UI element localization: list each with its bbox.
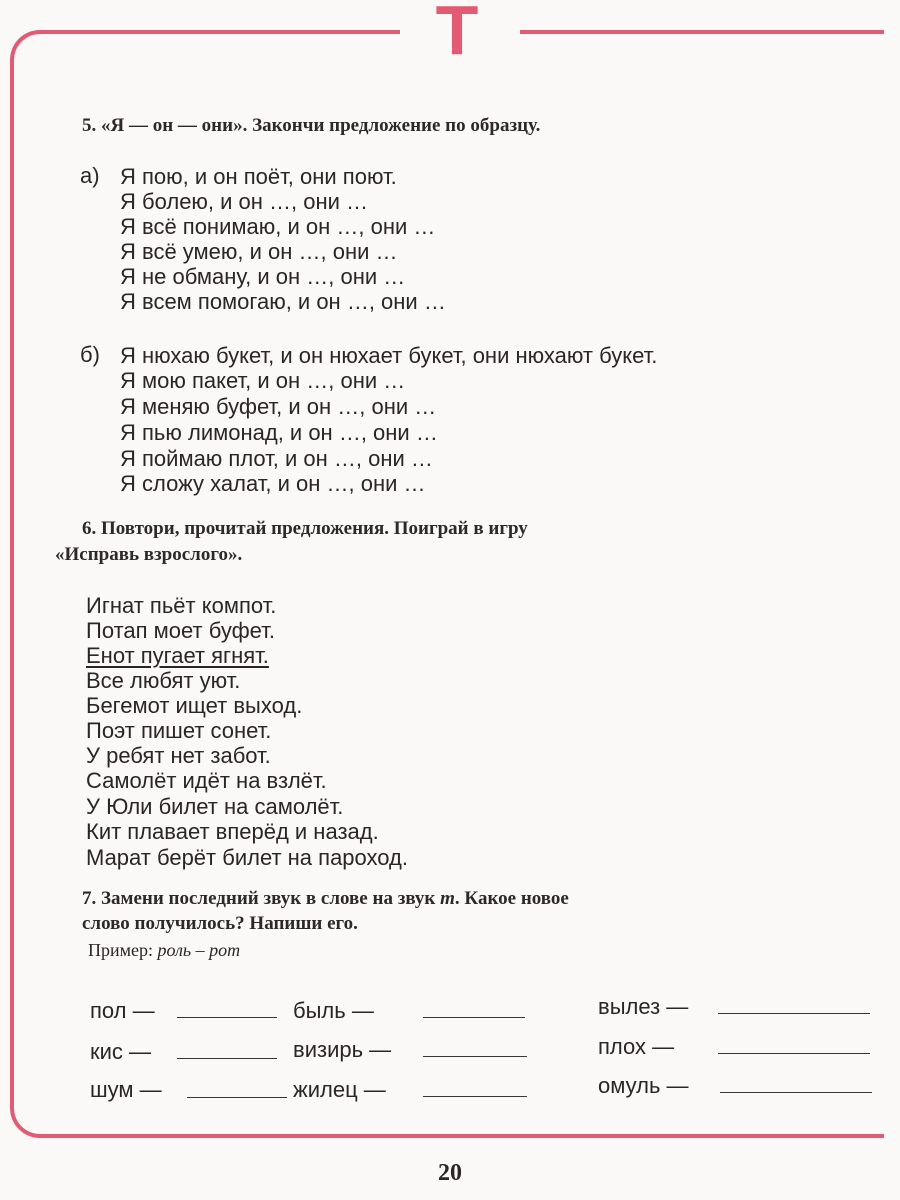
part-b-line: Я пью лимонад, и он …, они …	[120, 420, 438, 445]
part-a-line: Я всем помогаю, и он …, они …	[120, 289, 446, 314]
sentence: Марат берёт билет на пароход.	[86, 845, 408, 870]
letter-heading: Т	[435, 0, 479, 69]
task-7-title-line2: слово получилось? Напиши его.	[82, 913, 358, 934]
task-6-heading	[82, 518, 528, 540]
task-5-heading	[82, 115, 540, 137]
part-b-line: Я сложу халат, и он …, они …	[120, 471, 426, 496]
word-item: шум —	[90, 1077, 162, 1102]
task-7-number: 7.	[82, 888, 97, 909]
sentence: Игнат пьёт компот.	[86, 593, 277, 618]
part-b-marker: б)	[80, 342, 100, 367]
sentence-underlined: Енот пугает ягнят.	[86, 643, 269, 668]
task-7-title-pre: Замени последний звук в слове на звук	[101, 888, 441, 909]
page-number: 20	[438, 1160, 462, 1186]
part-b-line: Я нюхаю букет, и он нюхает букет, они нюхают букет.	[120, 343, 658, 368]
task-6-number: 6.	[82, 518, 97, 539]
part-b-line: Я поймаю плот, и он …, они …	[120, 446, 433, 471]
word-item: плох —	[598, 1034, 675, 1059]
task-7-heading	[82, 888, 569, 910]
example	[88, 940, 240, 961]
sentence: Бегемот ищет выход.	[86, 693, 303, 718]
task-7-sound: т	[440, 888, 455, 909]
task-5-title: «Я — он — они». Закончи предложение по образцу.	[101, 115, 541, 136]
sentence: Все любят уют.	[86, 668, 241, 693]
word-item: пол —	[90, 998, 155, 1023]
part-a-line: Я болею, и он …, они …	[120, 189, 369, 214]
example-value: роль – рот	[157, 940, 241, 960]
answer-blank[interactable]	[423, 1055, 527, 1057]
task-6-title-line2: «Исправь взрослого».	[55, 544, 243, 565]
sentence: Потап моет буфет.	[86, 618, 275, 643]
answer-blank[interactable]	[718, 1012, 870, 1014]
word-item: жилец —	[293, 1077, 386, 1102]
sentence: Поэт пишет сонет.	[86, 718, 272, 743]
task-6-title: Повтори, прочитай предложения. Поиграй в игру	[101, 518, 528, 539]
answer-blank[interactable]	[177, 1016, 277, 1018]
word-item: вылез —	[598, 994, 689, 1019]
part-a-line: Я всё умею, и он …, они …	[120, 239, 398, 264]
part-b-line: Я меняю буфет, и он …, они …	[120, 394, 437, 419]
part-b-line: Я мою пакет, и он …, они …	[120, 368, 406, 393]
part-a-line: Я не обману, и он …, они …	[120, 264, 406, 289]
answer-blank[interactable]	[423, 1095, 527, 1097]
part-a-marker: а)	[80, 163, 100, 188]
answer-blank[interactable]	[423, 1016, 525, 1018]
part-a-line: Я пою, и он поёт, они поют.	[120, 164, 397, 189]
answer-blank[interactable]	[720, 1091, 872, 1093]
word-item: кис —	[90, 1039, 152, 1064]
word-item: визирь —	[293, 1037, 392, 1062]
word-item: быль —	[293, 998, 374, 1023]
part-a-line: Я всё понимаю, и он …, они …	[120, 214, 436, 239]
answer-blank[interactable]	[187, 1096, 287, 1098]
sentence: Самолёт идёт на взлёт.	[86, 768, 327, 793]
sentence: У ребят нет забот.	[86, 743, 271, 768]
word-item: омуль —	[598, 1073, 689, 1098]
answer-blank[interactable]	[177, 1057, 277, 1059]
sentence: Кит плавает вперёд и назад.	[86, 819, 379, 844]
example-label: Пример:	[88, 940, 154, 960]
task-7-title-post: . Какое новое	[454, 888, 569, 909]
sentence: У Юли билет на самолёт.	[86, 794, 344, 819]
answer-blank[interactable]	[718, 1052, 870, 1054]
task-5-number: 5.	[82, 115, 97, 136]
